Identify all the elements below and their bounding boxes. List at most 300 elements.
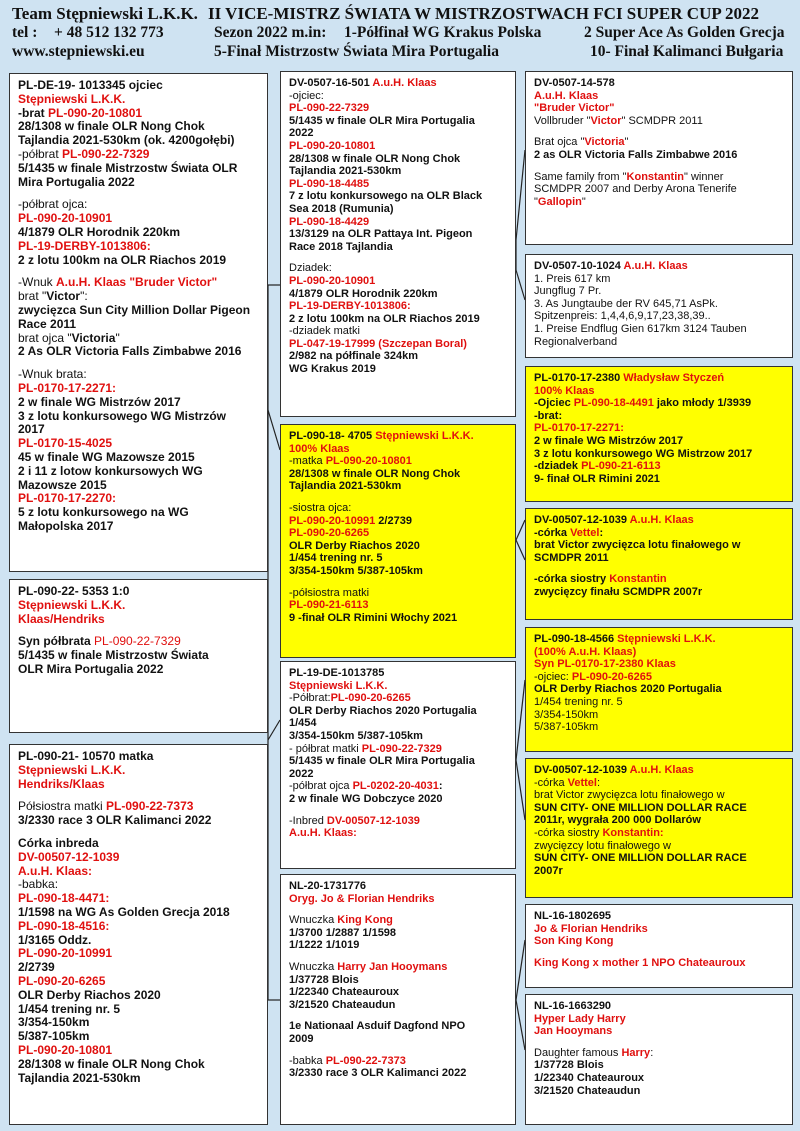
- mother-card: [9, 744, 268, 1125]
- card-line: PL-090-20-10991: [18, 946, 113, 961]
- card-line: SCMDPR 2011: [534, 551, 609, 564]
- card-line: 2/2739: [18, 960, 55, 975]
- card-line: 2022: [289, 127, 314, 140]
- card-line: Stępniewski L.K.K.: [289, 679, 388, 692]
- card-line: SCMDPR 2007 and Derby Arona Tenerife: [534, 183, 737, 196]
- card-line-segment: PL-0170-17-2380: [557, 658, 644, 671]
- card-line-segment: Vettel: [570, 526, 600, 539]
- card-line: 3/21520 Chateaudun: [289, 998, 396, 1011]
- card-line: PL-090-18-4516:: [18, 918, 110, 933]
- card-line: Tajlandia 2021-530km (ok. 4200gołębi): [18, 133, 235, 148]
- card-line-segment: Victoria: [71, 330, 116, 345]
- card-line: -dziadek matki: [289, 325, 360, 338]
- card-line: 28/1308 w finale OLR Nong Chok: [18, 119, 205, 134]
- phone-number[interactable]: + 48 512 132 773: [54, 24, 164, 41]
- card-line: 5/1435 w finale OLR Mira Portugalia: [289, 755, 475, 768]
- card-line: DV-00507-12-1039: [18, 849, 120, 864]
- card-line: PL-090-18-4485: [289, 177, 370, 190]
- card-line-segment: -babka: [289, 1054, 326, 1067]
- great-grandparent-card-1: [525, 71, 793, 245]
- card-line-segment: Wnuczka: [289, 960, 338, 973]
- card-line: Córka inbreda: [18, 835, 99, 850]
- championship-title: II VICE-MISTRZ ŚWIATA W MISTRZOSTWACH FCI SUPER CUP 2022: [208, 4, 760, 23]
- card-line: 3 z lotu konkursowego WG Mistrzów: [18, 408, 227, 423]
- card-line: [534, 573, 784, 586]
- connector: [516, 940, 525, 1000]
- card-line-segment: A.u.H. Klaas: [372, 77, 437, 89]
- card-line-segment: - półbrat matki: [289, 742, 362, 755]
- card-line: 1/37728 Blois: [289, 973, 359, 986]
- card-line: Mira Portugalia 2022: [18, 174, 135, 189]
- paternal-grandmother-card: [280, 424, 516, 658]
- card-line: 5/1435 w finale Mistrzostw Świata: [18, 648, 209, 663]
- card-line: WG Krakus 2019: [289, 363, 376, 376]
- card-line-segment: Wnuczka: [289, 914, 338, 927]
- card-line: 2 As OLR Victoria Falls Zimbabwe 2016: [18, 344, 242, 359]
- father-card: [9, 73, 268, 572]
- card-line-segment: ": [534, 195, 538, 208]
- card-line: 28/1308 w finale OLR Nong Chok: [18, 1056, 205, 1071]
- great-grandparent-card-2: [525, 254, 793, 358]
- card-line-segment: A.u.H. Klaas: [623, 260, 688, 272]
- card-line-segment: Półsiostra matki: [18, 799, 107, 814]
- card-line: [534, 777, 784, 790]
- card-line: -Wnuk brata:: [18, 367, 87, 382]
- card-line: OLR Derby Riachos 2020: [289, 539, 420, 552]
- maternal-grandfather-card: [280, 661, 516, 869]
- achievement-2: 2 Super Ace As Golden Grecja: [584, 24, 785, 41]
- spacer: [289, 905, 507, 914]
- great-grandparent-card-5: [525, 627, 793, 752]
- card-line: Klaas/Hendriks: [18, 611, 105, 626]
- card-line: 1. Preise Endflug Gien 617km 3124 Tauben: [534, 322, 747, 335]
- card-line: 1/454: [289, 717, 317, 730]
- card-line: Stępniewski L.K.K.: [18, 762, 126, 777]
- card-line: OLR Derby Riachos 2020 Portugalia: [289, 704, 477, 717]
- card-line: [534, 260, 784, 273]
- card-line: [289, 815, 507, 828]
- card-line: [289, 780, 507, 793]
- card-line: 100% Klaas: [534, 384, 595, 397]
- great-grandparent-card-7: [525, 904, 793, 988]
- card-line: "Bruder Victor": [534, 102, 615, 115]
- card-line: PL-090-22-7329: [289, 102, 370, 115]
- card-line-segment: ": [624, 136, 629, 149]
- card-line: Tajlandia 2021-530km: [289, 165, 402, 178]
- spacer: [289, 253, 507, 262]
- card-line-segment: -półbrat ojca: [289, 780, 353, 793]
- card-line-segment: PL-090-22-7329: [94, 634, 181, 649]
- card-line: 3/354-150km 5/387-105km: [289, 729, 423, 742]
- pigeon-card: [9, 579, 268, 733]
- great-grandparent-card-6: [525, 758, 793, 898]
- card-line: 5/387-105km: [18, 1029, 90, 1044]
- card-line: OLR Derby Riachos 2020: [18, 987, 161, 1002]
- card-line-segment: Vollbruder ": [534, 114, 591, 127]
- card-line: PL-090-20-6265: [18, 973, 106, 988]
- card-line: PL-090-20-10901: [289, 274, 376, 287]
- card-line: 1e Nationaal Asduif Dagfond NPO: [289, 1020, 466, 1033]
- card-line: Sea 2018 (Rumunia): [289, 202, 394, 215]
- card-line-segment: -Wnuk: [18, 275, 57, 290]
- card-line: brat Victor zwycięzca lotu finałowego w: [534, 539, 741, 552]
- card-line: 2 w finale WG Mistrzów 2017: [534, 434, 684, 447]
- card-line: 2 w finale WG Mistrzów 2017: [18, 394, 181, 409]
- spacer: [534, 127, 784, 136]
- card-line: 28/1308 w finale OLR Nong Chok: [289, 152, 461, 165]
- card-line: [289, 961, 507, 974]
- card-line: PL-0170-17-2271:: [18, 380, 117, 395]
- spacer: [534, 948, 784, 957]
- card-line: 1/3700 1/2887 1/1598: [289, 926, 397, 939]
- card-line: [18, 107, 259, 121]
- achievement-4: 10- Finał Kalimanci Bułgaria: [590, 43, 784, 60]
- card-line: Race 2018 Tajlandia: [289, 240, 393, 253]
- card-line-segment: A.u.H. Klaas: [629, 514, 694, 526]
- card-line: [18, 276, 259, 290]
- card-line-segment: -córka: [534, 776, 568, 789]
- card-line: Jo & Florian Hendriks: [534, 922, 648, 935]
- card-line: 3/354-150km: [18, 1015, 90, 1030]
- card-line: [18, 148, 259, 162]
- card-line: Jungflug 7 Pr.: [534, 285, 602, 298]
- card-line-segment: Gallopin: [537, 195, 582, 208]
- card-line: 2 z lotu 100km na OLR Riachos 2019: [289, 312, 480, 325]
- card-line: 1/22340 Chateauroux: [289, 986, 400, 999]
- spacer: [289, 1011, 507, 1020]
- card-line-segment: -ojciec:: [534, 670, 572, 683]
- maternal-grandmother-card: [280, 874, 516, 1125]
- card-line: 3/21520 Chateaudun: [534, 1084, 641, 1097]
- website-link[interactable]: www.stepniewski.eu: [12, 43, 145, 60]
- card-line-segment: PL-090-18- 4705: [289, 430, 376, 442]
- card-line: OLR Mira Portugalia 2022: [18, 661, 164, 676]
- card-line: [289, 430, 507, 443]
- card-line-segment: brat ojca ": [18, 330, 72, 345]
- card-line: 7 z lotu konkursowego na OLR Black: [289, 190, 483, 203]
- card-line: [534, 827, 784, 840]
- card-line: PL-090-20-6265: [289, 527, 370, 540]
- card-line: 5 z lotu konkursowego na WG: [18, 505, 189, 520]
- card-line: [534, 764, 784, 777]
- card-line-segment: -Półbrat:: [289, 692, 331, 705]
- card-line-segment: King Kong: [337, 914, 393, 927]
- card-line-segment: -dziadek: [534, 460, 582, 473]
- card-line-segment: ": [115, 330, 120, 345]
- card-line-segment: DV-0507-16-501: [289, 77, 373, 89]
- card-line: 4/1879 OLR Horodnik 220km: [18, 224, 181, 239]
- card-line: [534, 514, 784, 527]
- card-line: 5/1435 w finale Mistrzostw Świata OLR: [18, 160, 238, 175]
- card-line-segment: :: [650, 1046, 654, 1059]
- connector: [516, 760, 525, 820]
- connector: [516, 680, 525, 760]
- card-line: PL-0170-15-4025: [18, 436, 113, 451]
- card-line: 1/454 trening nr. 5: [289, 552, 383, 565]
- card-line: [534, 196, 784, 209]
- card-line: 2009: [289, 1032, 314, 1045]
- card-line: [534, 136, 784, 149]
- card-line: Jan Hooymans: [534, 1025, 613, 1038]
- card-line: Stępniewski L.K.K.: [18, 91, 126, 106]
- card-line: -ojciec:: [289, 89, 324, 102]
- card-line: [534, 671, 784, 684]
- card-line-segment: DV-0507-10-1024: [534, 260, 624, 272]
- card-line-segment: :: [438, 780, 443, 793]
- card-line: 3/354-150km: [534, 708, 599, 721]
- card-line: NL-16-1802695: [534, 910, 612, 922]
- card-line-segment: -matka: [289, 455, 326, 468]
- card-line-segment: " SCMDPR 2011: [621, 114, 703, 127]
- card-line-segment: -córka siostry: [534, 573, 610, 586]
- card-line: 13/3129 na OLR Pattaya Int. Pigeon: [289, 228, 473, 241]
- card-line: [534, 633, 784, 646]
- card-line: 2 as OLR Victoria Falls Zimbabwe 2016: [534, 148, 738, 161]
- card-line: [18, 290, 259, 304]
- connector: [516, 540, 525, 560]
- card-line-segment: ":: [80, 289, 88, 304]
- card-line-segment: -Ojciec: [534, 397, 574, 410]
- card-line-segment: Władysław Styczeń: [623, 372, 725, 384]
- card-line: 3 z lotu konkursowego WG Mistrzow 2017: [534, 447, 753, 460]
- card-line: 1/1598 na WG As Golden Grecja 2018: [18, 904, 230, 919]
- card-line: 1/37728 Blois: [534, 1059, 604, 1072]
- card-line: 9- finał OLR Rimini 2021: [534, 472, 660, 485]
- achievement-3: 5-Finał Mistrzostw Świata Mira Portugalia: [214, 43, 499, 60]
- card-line: [534, 171, 784, 184]
- card-line-segment: PL-090-20-10801: [48, 105, 143, 120]
- card-line: A.u.H. Klaas:: [289, 827, 357, 840]
- card-line-segment: :: [599, 526, 604, 539]
- card-line: 2 i 11 z lotow konkursowych WG: [18, 463, 203, 478]
- card-line: PL-090-22- 5353 1:0: [18, 584, 130, 598]
- card-line: 100% Klaas: [289, 442, 350, 455]
- card-line: [289, 1055, 507, 1068]
- connector: [268, 720, 280, 740]
- card-line: A.u.H. Klaas: [534, 89, 599, 102]
- card-line-segment: Konstantin: [626, 170, 684, 183]
- paternal-grandfather-card: [280, 71, 516, 417]
- card-line-segment: PL-0202-20-4031: [352, 780, 439, 793]
- card-line: 1/454 trening nr. 5: [18, 1001, 121, 1016]
- card-line: 2011r, wygrała 200 000 Dollarów: [534, 814, 701, 827]
- card-line-segment: PL-090-20-10991: [289, 514, 376, 527]
- card-line: 28/1308 w finale OLR Nong Chok: [289, 467, 461, 480]
- card-line: PL-19-DERBY-1013806:: [289, 300, 411, 313]
- card-line-segment: Syn: [534, 658, 558, 671]
- card-line: -siostra ojca:: [289, 501, 352, 514]
- card-line: PL-DE-19- 1013345 ojciec: [18, 78, 163, 92]
- card-line: PL-090-21- 10570 matka: [18, 749, 154, 763]
- card-line: PL-0170-17-2270:: [18, 491, 117, 506]
- card-line: [289, 455, 507, 468]
- card-line-segment: Konstantin:: [602, 826, 664, 839]
- card-line: [534, 658, 784, 671]
- card-line: [534, 460, 784, 473]
- card-line-segment: Harry: [621, 1046, 651, 1059]
- card-line: [534, 115, 784, 128]
- card-line-segment: PL-090-18-4566: [534, 633, 618, 645]
- card-line-segment: -Inbred: [289, 814, 327, 827]
- achievement-1: 1-Półfinał WG Krakus Polska: [344, 24, 542, 41]
- card-line: zwycięzca Sun City Million Dollar Pigeon: [18, 302, 251, 317]
- card-line: -półbrat ojca:: [18, 197, 88, 212]
- card-line: 3. As Jungtaube der RV 645,71 AsPk.: [534, 297, 718, 310]
- card-line-segment: -półbrat: [18, 146, 63, 161]
- card-line: [289, 914, 507, 927]
- card-line: Son King Kong: [534, 935, 614, 948]
- great-grandparent-card-8: [525, 994, 793, 1125]
- card-line: PL-047-19-17999 (Szczepan Boral): [289, 337, 467, 350]
- card-line: Oryg. Jo & Florian Hendriks: [289, 892, 435, 905]
- card-line-segment: 2/2739: [375, 514, 412, 527]
- card-line: 2017: [18, 422, 45, 437]
- card-line-segment: :: [596, 776, 601, 789]
- card-line-segment: Konstantin: [609, 573, 667, 586]
- card-line: PL-090-18-4429: [289, 215, 370, 228]
- card-line: PL-0170-17-2271:: [534, 422, 624, 435]
- card-line-segment: Brat ojca ": [534, 136, 585, 149]
- card-line: PL-090-21-6113: [289, 599, 369, 612]
- card-line: Race 2011: [18, 316, 77, 331]
- card-line-segment: brat ": [18, 289, 47, 304]
- card-line: 9 -finał OLR Rimini Włochy 2021: [289, 611, 458, 624]
- spacer: [534, 162, 784, 171]
- card-line-segment: Vettel: [567, 776, 597, 789]
- card-line: -brat:: [534, 409, 563, 422]
- card-line: [534, 1047, 784, 1060]
- card-line: Stępniewski L.K.K.: [18, 597, 126, 612]
- card-line: King Kong x mother 1 NPO Chateauroux: [534, 956, 746, 969]
- card-line: 3/2330 race 3 OLR Kalimanci 2022: [18, 813, 212, 828]
- card-line: Małopolska 2017: [18, 518, 114, 533]
- season-label: Sezon 2022 m.in:: [214, 24, 327, 41]
- spacer: [289, 1046, 507, 1055]
- card-line-segment: " winner: [684, 170, 724, 183]
- card-line-segment: PL-090-20-10801: [325, 455, 412, 468]
- card-line: [289, 743, 507, 756]
- card-line: PL-090-20-10801: [18, 1042, 113, 1057]
- card-line-segment: PL-090-21-6113: [581, 460, 661, 473]
- card-line: SUN CITY- ONE MILLION DOLLAR RACE: [534, 801, 747, 814]
- card-line: NL-20-1731776: [289, 880, 367, 892]
- card-line-segment: jako młody 1/3939: [653, 397, 752, 410]
- card-line: 5/387-105km: [534, 721, 599, 734]
- connector: [268, 410, 280, 450]
- card-line: 1/22340 Chateauroux: [534, 1071, 645, 1084]
- card-line: NL-16-1663290: [534, 1000, 612, 1012]
- card-line: 45 w finale WG Mazowsze 2015: [18, 449, 195, 464]
- card-line: 2/982 na półfinale 324km: [289, 350, 419, 363]
- card-line-segment: Victor: [46, 289, 81, 304]
- card-line: zwycięzcy lotu finałowego w: [534, 839, 671, 852]
- card-line-segment: Klaas: [643, 658, 676, 671]
- team-name: Team Stępniewski L.K.K.: [12, 4, 198, 23]
- card-line: -babka:: [18, 877, 59, 892]
- card-line-segment: PL-090-22-7373: [106, 799, 194, 814]
- card-line: Tajlandia 2021-530km: [289, 480, 402, 493]
- card-line: Regionalverband: [534, 335, 618, 348]
- card-line-segment: Victor: [590, 114, 622, 127]
- card-line: Spitzenpreis: 1,4,4,6,9,17,23,38,39..: [534, 310, 711, 323]
- card-line-segment: PL-090-18-4491: [573, 397, 654, 410]
- card-line: 2022: [289, 767, 314, 780]
- card-line-segment: DV-00507-12-1039: [534, 514, 630, 526]
- card-line: 2 w finale WG Dobczyce 2020: [289, 792, 443, 805]
- card-line: 1/3165 Oddz.: [18, 932, 92, 947]
- tel-label: tel :: [12, 24, 38, 41]
- card-line-segment: PL-090-20-6265: [571, 670, 653, 683]
- connector: [516, 270, 525, 300]
- card-line: Hendriks/Klaas: [18, 776, 105, 791]
- card-line: PL-090-20-10801: [289, 139, 376, 152]
- card-line: OLR Derby Riachos 2020 Portugalia: [534, 683, 722, 696]
- card-line-segment: Stępniewski L.K.K.: [617, 633, 716, 645]
- card-line: 1/1222 1/1019: [289, 939, 360, 952]
- great-grandparent-card-4: [525, 508, 793, 620]
- card-line-segment: DV-00507-12-1039: [534, 764, 630, 776]
- card-line: [534, 372, 784, 385]
- card-line: PL-090-18-4471:: [18, 891, 110, 906]
- card-line-segment: ": [581, 195, 586, 208]
- connector: [516, 1000, 525, 1050]
- card-line: zwycięzcy finału SCMDPR 2007r: [534, 585, 703, 598]
- spacer: [289, 952, 507, 961]
- connector: [516, 150, 525, 240]
- card-line: 3/354-150km 5/387-105km: [289, 564, 423, 577]
- spacer: [289, 806, 507, 815]
- card-line: PL-090-20-10901: [18, 211, 113, 226]
- spacer: [289, 493, 507, 502]
- card-line-segment: A.u.H. Klaas: [629, 764, 694, 776]
- card-line-segment: PL-090-22-7329: [62, 146, 150, 161]
- card-line-segment: DV-00507-12-1039: [326, 814, 420, 827]
- card-line: 4/1879 OLR Horodnik 220km: [289, 287, 438, 300]
- card-line: [18, 332, 259, 346]
- card-line: 3/2330 race 3 OLR Kalimanci 2022: [289, 1067, 467, 1080]
- card-line: A.u.H. Klaas:: [18, 863, 93, 878]
- card-line-segment: -brat: [18, 105, 48, 120]
- card-line-segment: Stępniewski L.K.K.: [375, 430, 474, 442]
- card-line-segment: PL-090-22-7373: [325, 1054, 406, 1067]
- card-line-segment: -córka siostry: [534, 826, 603, 839]
- card-line-segment: Daughter famous: [534, 1046, 622, 1059]
- card-line: Hyper Lady Harry: [534, 1012, 626, 1025]
- card-line: Mazowsze 2015: [18, 477, 107, 492]
- card-line-segment: PL-0170-17-2380: [534, 372, 624, 384]
- card-line: 1. Preis 617 km: [534, 272, 611, 285]
- card-line-segment: PL-090-20-6265: [330, 692, 411, 705]
- card-line: SUN CITY- ONE MILLION DOLLAR RACE: [534, 852, 747, 865]
- card-line: Dziadek:: [289, 262, 332, 275]
- card-line-segment: Same family from ": [534, 170, 627, 183]
- card-line: PL-19-DERBY-1013806:: [18, 238, 151, 253]
- card-line-segment: Harry Jan Hooymans: [337, 960, 448, 973]
- card-line-segment: Victoria: [584, 136, 625, 149]
- card-line: (100% A.u.H. Klaas): [534, 645, 637, 658]
- card-line-segment: PL-090-22-7329: [361, 742, 442, 755]
- card-line: 1/454 trening nr. 5: [534, 695, 623, 708]
- great-grandparent-card-3: [525, 366, 793, 502]
- spacer: [289, 578, 507, 587]
- card-line: [534, 527, 784, 540]
- card-line: [18, 800, 259, 814]
- card-line: DV-0507-14-578: [534, 77, 615, 89]
- card-line: PL-19-DE-1013785: [289, 667, 385, 679]
- card-line: 2007r: [534, 864, 563, 877]
- card-line-segment: -córka: [534, 526, 571, 539]
- card-line: 2 z lotu 100km na OLR Riachos 2019: [18, 252, 227, 267]
